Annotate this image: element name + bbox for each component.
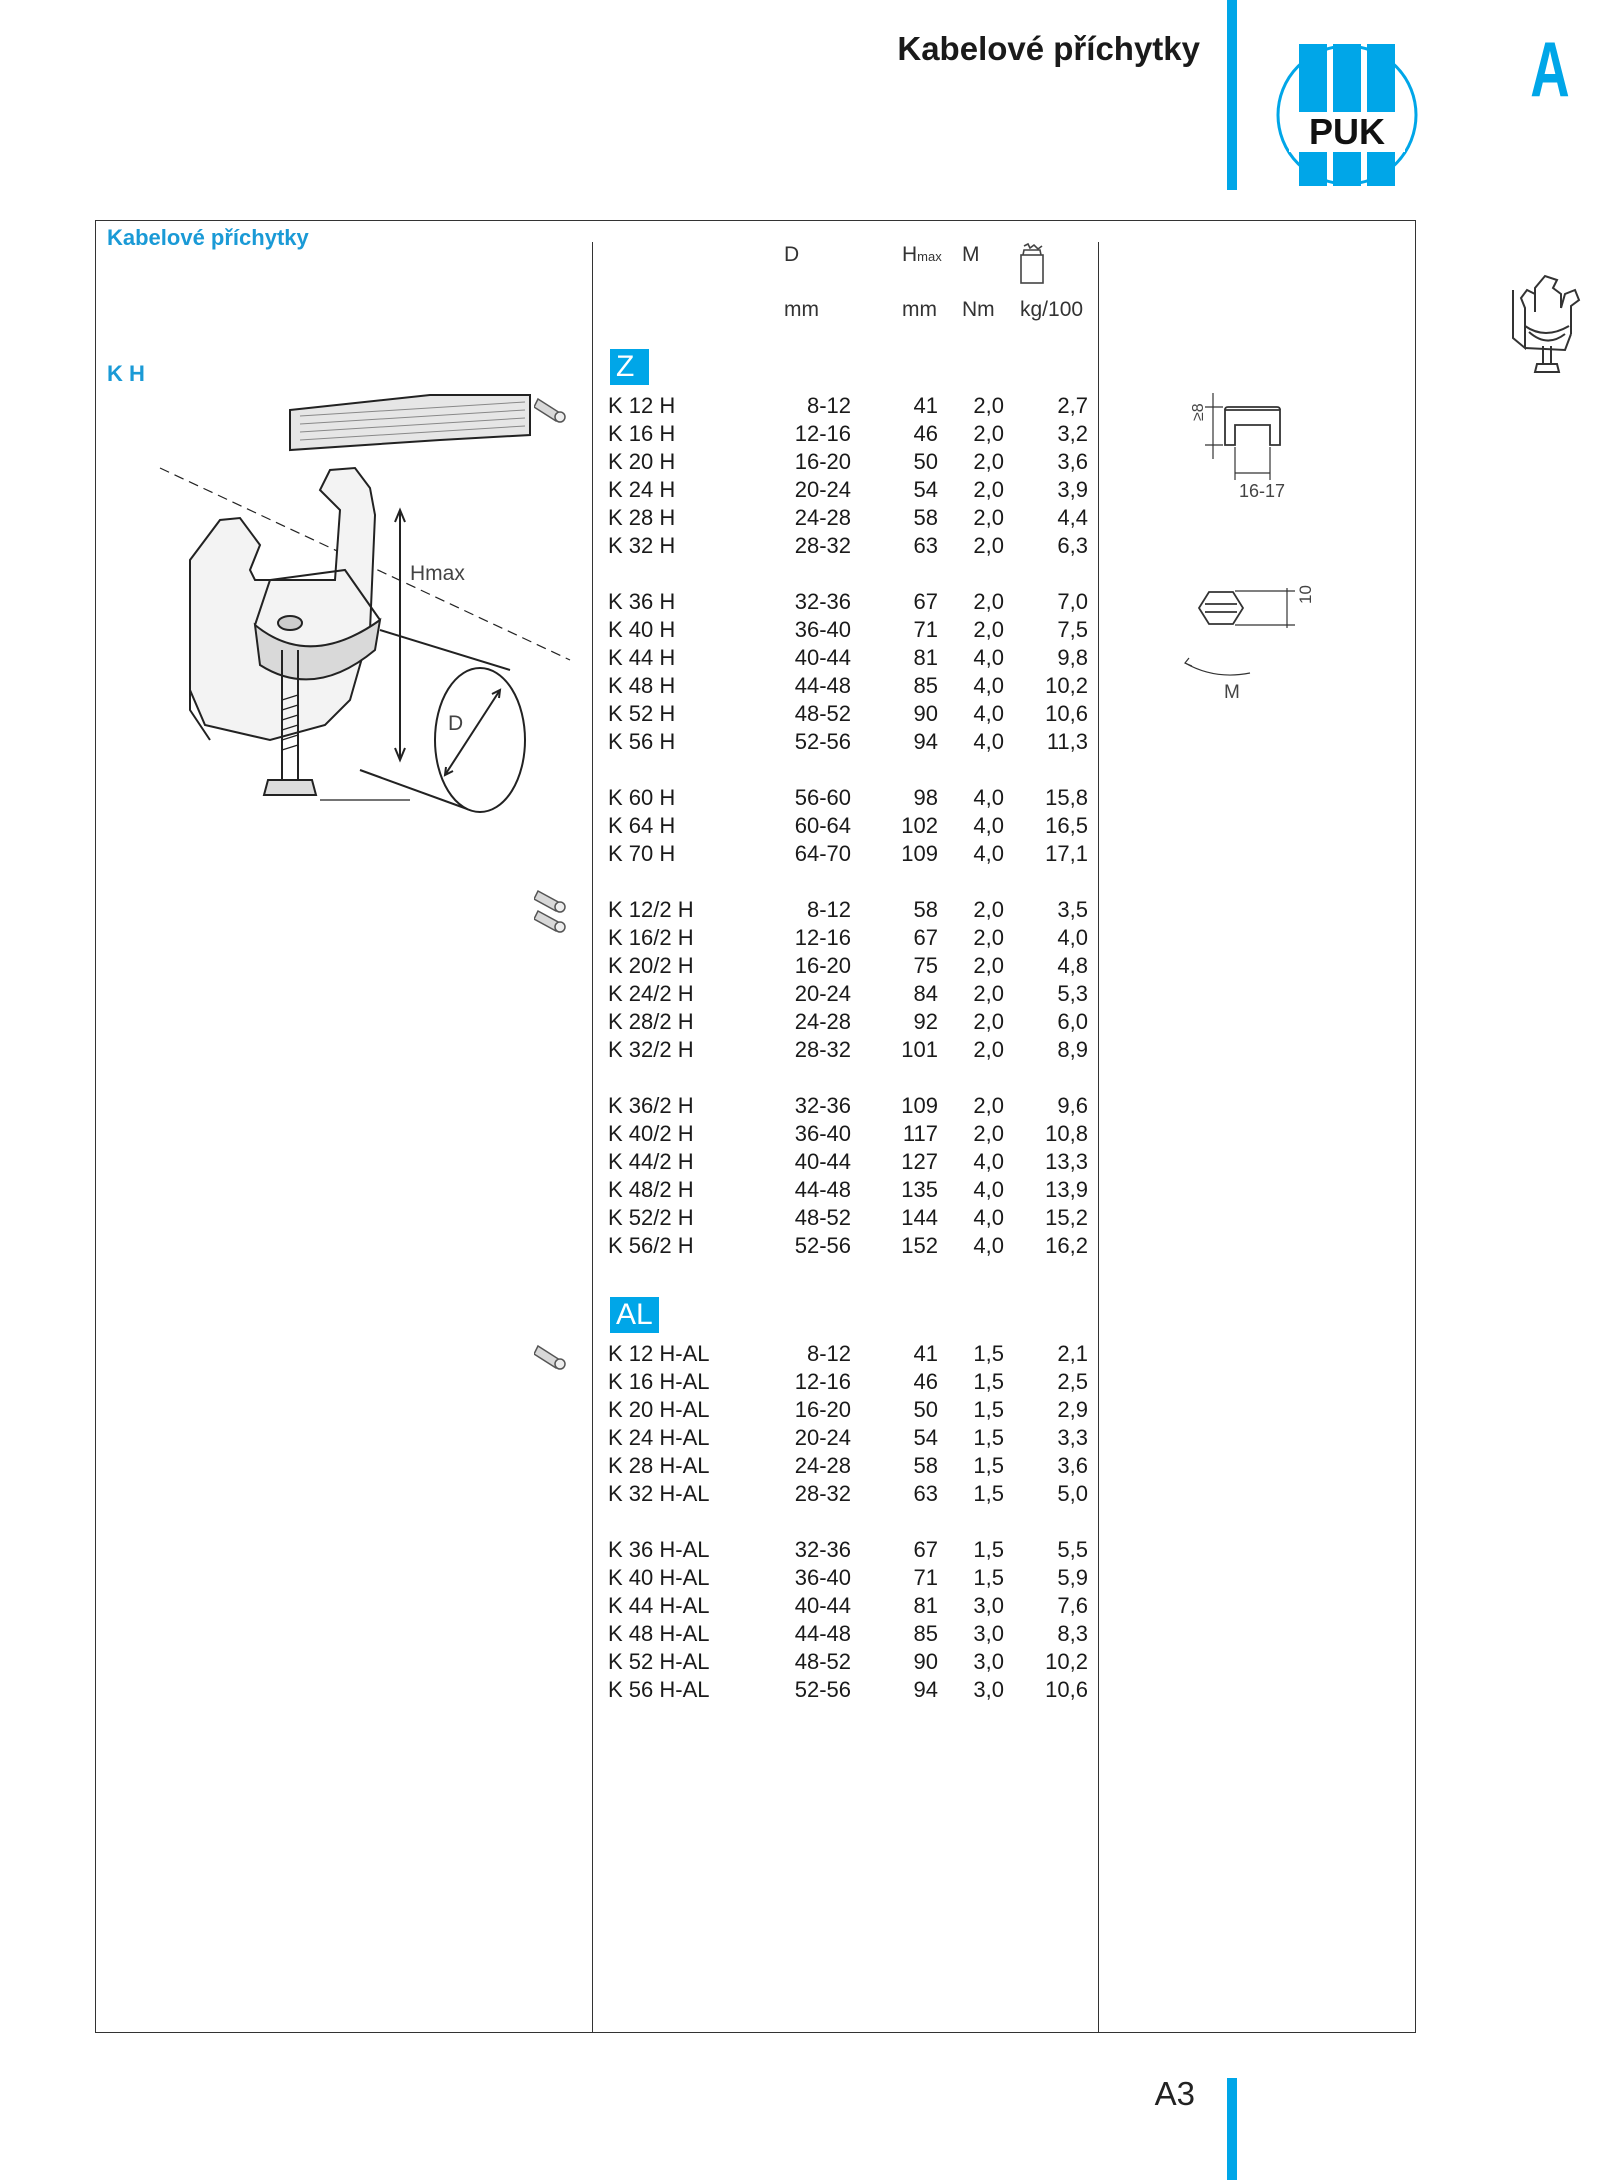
row-torque: 2,0 — [973, 449, 1004, 474]
row-diameter: 56-60 — [794, 785, 851, 810]
row-hmax: 101 — [901, 1037, 938, 1062]
torque-label: M — [1224, 682, 1240, 703]
row-type: K 52 H — [608, 701, 676, 726]
row-torque: 2,0 — [973, 533, 1004, 558]
row-hmax: 71 — [913, 617, 938, 642]
rail-width-label: 16-17 — [1239, 481, 1286, 501]
row-diameter: 32-36 — [794, 589, 851, 614]
column-divider-right — [1098, 242, 1099, 2032]
row-weight: 7,0 — [1057, 589, 1088, 614]
row-type: K 32 H-AL — [608, 1481, 710, 1506]
col-d-label: D — [784, 243, 800, 266]
row-diameter: 36-40 — [794, 1565, 851, 1590]
row-type: K 28 H-AL — [608, 1453, 710, 1478]
row-torque: 2,0 — [973, 897, 1004, 922]
row-type: K 20/2 H — [608, 953, 694, 978]
row-type: K 28/2 H — [608, 1009, 694, 1034]
row-diameter: 64-70 — [794, 841, 851, 866]
row-torque: 2,0 — [973, 1037, 1004, 1062]
row-type: K 12 H — [608, 393, 676, 418]
row-hmax: 46 — [913, 1369, 938, 1394]
row-type: K 32/2 H — [608, 1037, 694, 1062]
row-diameter: 44-48 — [794, 1621, 851, 1646]
row-diameter: 40-44 — [794, 645, 851, 670]
row-diameter: 32-36 — [794, 1093, 851, 1118]
col-m-label: M — [962, 243, 980, 266]
row-type: K 44 H — [608, 645, 676, 670]
cable-clip-drawing — [150, 380, 590, 840]
row-torque: 2,0 — [973, 477, 1004, 502]
row-torque: 1,5 — [973, 1369, 1004, 1394]
row-weight: 16,2 — [1045, 1233, 1088, 1258]
row-torque: 4,0 — [973, 1205, 1004, 1230]
row-hmax: 90 — [913, 701, 938, 726]
row-weight: 4,4 — [1057, 505, 1088, 530]
column-divider-left — [592, 242, 593, 2032]
col-m-unit: Nm — [962, 298, 995, 321]
row-weight: 13,9 — [1045, 1177, 1088, 1202]
row-weight: 8,9 — [1057, 1037, 1088, 1062]
row-hmax: 84 — [913, 981, 938, 1006]
group-badge-al: AL — [610, 1297, 659, 1333]
row-hmax: 63 — [913, 533, 938, 558]
row-torque: 1,5 — [973, 1453, 1004, 1478]
row-type: K 40 H — [608, 617, 676, 642]
row-weight: 2,5 — [1057, 1369, 1088, 1394]
col-hmax-sub: max — [917, 249, 942, 264]
row-type: K 36 H — [608, 589, 676, 614]
row-weight: 8,3 — [1057, 1621, 1088, 1646]
header-accent-bar — [1227, 0, 1237, 190]
row-weight: 5,0 — [1057, 1481, 1088, 1506]
row-type: K 48 H-AL — [608, 1621, 710, 1646]
row-torque: 3,0 — [973, 1649, 1004, 1674]
product-code: K H — [107, 361, 145, 386]
row-type: K 52/2 H — [608, 1205, 694, 1230]
row-type: K 52 H-AL — [608, 1649, 710, 1674]
row-diameter: 40-44 — [794, 1149, 851, 1174]
nut-size-label: 10 — [1296, 585, 1315, 604]
row-torque: 3,0 — [973, 1621, 1004, 1646]
row-type: K 16/2 H — [608, 925, 694, 950]
row-torque: 4,0 — [973, 673, 1004, 698]
row-weight: 10,6 — [1045, 1677, 1088, 1702]
drawing-label-hmax: Hmax — [410, 562, 465, 585]
row-diameter: 8-12 — [806, 393, 851, 418]
row-weight: 4,0 — [1057, 925, 1088, 950]
row-type: K 28 H — [608, 505, 676, 530]
row-torque: 4,0 — [973, 1177, 1004, 1202]
row-diameter: 16-20 — [794, 449, 851, 474]
row-weight: 7,5 — [1057, 617, 1088, 642]
row-hmax: 152 — [901, 1233, 938, 1258]
row-weight: 2,7 — [1057, 393, 1088, 418]
row-weight: 10,8 — [1045, 1121, 1088, 1146]
row-weight: 3,9 — [1057, 477, 1088, 502]
row-diameter: 20-24 — [794, 981, 851, 1006]
row-type: K 56 H — [608, 729, 676, 754]
row-torque: 2,0 — [973, 421, 1004, 446]
row-hmax: 41 — [913, 393, 938, 418]
row-diameter: 16-20 — [794, 1397, 851, 1422]
row-weight: 3,6 — [1057, 449, 1088, 474]
row-weight: 5,9 — [1057, 1565, 1088, 1590]
row-type: K 24/2 H — [608, 981, 694, 1006]
row-diameter: 40-44 — [794, 1593, 851, 1618]
row-diameter: 24-28 — [794, 505, 851, 530]
weight-icon — [1016, 242, 1048, 286]
row-weight: 10,2 — [1045, 1649, 1088, 1674]
row-hmax: 90 — [913, 1649, 938, 1674]
row-hmax: 102 — [901, 813, 938, 838]
section-letter: A — [1530, 25, 1570, 113]
row-weight: 16,5 — [1045, 813, 1088, 838]
row-type: K 16 H-AL — [608, 1369, 710, 1394]
row-type: K 40/2 H — [608, 1121, 694, 1146]
row-hmax: 144 — [901, 1205, 938, 1230]
row-hmax: 81 — [913, 1593, 938, 1618]
page-title: Kabelové příchytky — [897, 30, 1200, 67]
row-hmax: 67 — [913, 1537, 938, 1562]
row-torque: 4,0 — [973, 1233, 1004, 1258]
row-weight: 5,5 — [1057, 1537, 1088, 1562]
row-torque: 2,0 — [973, 589, 1004, 614]
row-diameter: 8-12 — [806, 897, 851, 922]
row-diameter: 12-16 — [794, 1369, 851, 1394]
row-torque: 1,5 — [973, 1425, 1004, 1450]
col-hmax-unit: mm — [902, 298, 937, 321]
row-hmax: 75 — [913, 953, 938, 978]
row-hmax: 127 — [901, 1149, 938, 1174]
row-weight: 3,6 — [1057, 1453, 1088, 1478]
row-type: K 40 H-AL — [608, 1565, 710, 1590]
row-hmax: 81 — [913, 645, 938, 670]
row-torque: 2,0 — [973, 1093, 1004, 1118]
row-diameter: 24-28 — [794, 1453, 851, 1478]
row-hmax: 50 — [913, 1397, 938, 1422]
row-torque: 2,0 — [973, 1121, 1004, 1146]
row-weight: 2,9 — [1057, 1397, 1088, 1422]
clip-thumbnail-icon — [1505, 268, 1585, 383]
row-type: K 36/2 H — [608, 1093, 694, 1118]
row-diameter: 20-24 — [794, 1425, 851, 1450]
col-hmax-label: Hmax — [902, 243, 942, 266]
section-heading: Kabelové příchytky — [107, 225, 309, 250]
footer-accent-bar — [1227, 2078, 1237, 2180]
row-torque: 2,0 — [973, 981, 1004, 1006]
row-weight: 17,1 — [1045, 841, 1088, 866]
row-hmax: 98 — [913, 785, 938, 810]
row-hmax: 46 — [913, 421, 938, 446]
row-weight: 3,2 — [1057, 421, 1088, 446]
row-hmax: 92 — [913, 1009, 938, 1034]
row-type: K 12/2 H — [608, 897, 694, 922]
row-torque: 2,0 — [973, 393, 1004, 418]
row-torque: 2,0 — [973, 505, 1004, 530]
row-hmax: 94 — [913, 729, 938, 754]
row-weight: 7,6 — [1057, 1593, 1088, 1618]
row-torque: 2,0 — [973, 925, 1004, 950]
row-diameter: 44-48 — [794, 673, 851, 698]
double-cable-icon — [534, 887, 570, 937]
row-torque: 1,5 — [973, 1341, 1004, 1366]
row-weight: 10,6 — [1045, 701, 1088, 726]
row-type: K 32 H — [608, 533, 676, 558]
row-torque: 3,0 — [973, 1593, 1004, 1618]
row-type: K 70 H — [608, 841, 676, 866]
page-number: A3 — [1154, 2075, 1195, 2112]
row-type: K 44 H-AL — [608, 1593, 710, 1618]
row-weight: 3,5 — [1057, 897, 1088, 922]
row-type: K 64 H — [608, 813, 676, 838]
row-weight: 9,8 — [1057, 645, 1088, 670]
row-diameter: 12-16 — [794, 421, 851, 446]
row-diameter: 8-12 — [806, 1341, 851, 1366]
row-type: K 24 H-AL — [608, 1425, 710, 1450]
row-torque: 3,0 — [973, 1677, 1004, 1702]
row-diameter: 32-36 — [794, 1537, 851, 1562]
row-torque: 1,5 — [973, 1397, 1004, 1422]
row-torque: 4,0 — [973, 645, 1004, 670]
row-hmax: 58 — [913, 897, 938, 922]
row-hmax: 41 — [913, 1341, 938, 1366]
row-torque: 4,0 — [973, 1149, 1004, 1174]
row-diameter: 12-16 — [794, 925, 851, 950]
row-hmax: 63 — [913, 1481, 938, 1506]
row-weight: 15,2 — [1045, 1205, 1088, 1230]
row-diameter: 48-52 — [794, 1649, 851, 1674]
row-hmax: 67 — [913, 925, 938, 950]
row-type: K 44/2 H — [608, 1149, 694, 1174]
row-diameter: 48-52 — [794, 1205, 851, 1230]
row-hmax: 58 — [913, 505, 938, 530]
row-torque: 4,0 — [973, 701, 1004, 726]
row-weight: 6,0 — [1057, 1009, 1088, 1034]
row-hmax: 54 — [913, 1425, 938, 1450]
row-diameter: 16-20 — [794, 953, 851, 978]
row-diameter: 60-64 — [794, 813, 851, 838]
group-badge-z: Z — [610, 349, 649, 385]
row-hmax: 94 — [913, 1677, 938, 1702]
row-hmax: 117 — [902, 1121, 938, 1146]
row-type: K 24 H — [608, 477, 676, 502]
row-weight: 2,1 — [1057, 1341, 1088, 1366]
row-diameter: 52-56 — [794, 1233, 851, 1258]
row-torque: 1,5 — [973, 1537, 1004, 1562]
row-type: K 48 H — [608, 673, 676, 698]
row-hmax: 71 — [913, 1565, 938, 1590]
drawing-label-d: D — [448, 712, 464, 735]
row-diameter: 28-32 — [794, 533, 851, 558]
row-torque: 4,0 — [973, 813, 1004, 838]
row-hmax: 54 — [913, 477, 938, 502]
row-hmax: 85 — [913, 673, 938, 698]
row-torque: 2,0 — [973, 1009, 1004, 1034]
row-type: K 48/2 H — [608, 1177, 694, 1202]
row-weight: 15,8 — [1045, 785, 1088, 810]
row-type: K 20 H — [608, 449, 676, 474]
row-diameter: 28-32 — [794, 1481, 851, 1506]
single-cable-icon-al — [534, 1340, 570, 1372]
row-torque: 2,0 — [973, 953, 1004, 978]
row-torque: 4,0 — [973, 729, 1004, 754]
row-diameter: 28-32 — [794, 1037, 851, 1062]
nut-torque-drawing — [1175, 578, 1335, 708]
row-hmax: 67 — [913, 589, 938, 614]
row-diameter: 44-48 — [794, 1177, 851, 1202]
col-d-unit: mm — [784, 298, 819, 321]
row-diameter: 52-56 — [794, 729, 851, 754]
row-type: K 56 H-AL — [608, 1677, 710, 1702]
row-diameter: 36-40 — [794, 617, 851, 642]
rail-height-label: ≥8 — [1190, 403, 1207, 421]
row-diameter: 52-56 — [794, 1677, 851, 1702]
row-hmax: 58 — [913, 1453, 938, 1478]
row-type: K 56/2 H — [608, 1233, 694, 1258]
row-diameter: 36-40 — [794, 1121, 851, 1146]
row-torque: 1,5 — [973, 1481, 1004, 1506]
row-type: K 60 H — [608, 785, 676, 810]
row-weight: 3,3 — [1057, 1425, 1088, 1450]
row-weight: 9,6 — [1057, 1093, 1088, 1118]
row-type: K 12 H-AL — [608, 1341, 710, 1366]
row-weight: 10,2 — [1045, 673, 1088, 698]
logo-text: PUK — [1308, 111, 1386, 152]
row-diameter: 20-24 — [794, 477, 851, 502]
row-torque: 4,0 — [973, 841, 1004, 866]
row-type: K 36 H-AL — [608, 1537, 710, 1562]
row-type: K 20 H-AL — [608, 1397, 710, 1422]
row-diameter: 24-28 — [794, 1009, 851, 1034]
row-diameter: 48-52 — [794, 701, 851, 726]
row-torque: 4,0 — [973, 785, 1004, 810]
rail-profile-drawing — [1175, 385, 1325, 505]
row-torque: 2,0 — [973, 617, 1004, 642]
row-hmax: 135 — [901, 1177, 938, 1202]
puk-logo — [1272, 40, 1422, 190]
row-hmax: 109 — [901, 841, 938, 866]
row-hmax: 109 — [901, 1093, 938, 1118]
row-weight: 13,3 — [1045, 1149, 1088, 1174]
row-torque: 1,5 — [973, 1565, 1004, 1590]
row-weight: 11,3 — [1046, 729, 1088, 754]
row-hmax: 50 — [913, 449, 938, 474]
row-weight: 4,8 — [1057, 953, 1088, 978]
row-hmax: 85 — [913, 1621, 938, 1646]
col-weight-unit: kg/100 — [1020, 298, 1084, 321]
row-weight: 5,3 — [1057, 981, 1088, 1006]
row-weight: 6,3 — [1057, 533, 1088, 558]
row-type: K 16 H — [608, 421, 676, 446]
